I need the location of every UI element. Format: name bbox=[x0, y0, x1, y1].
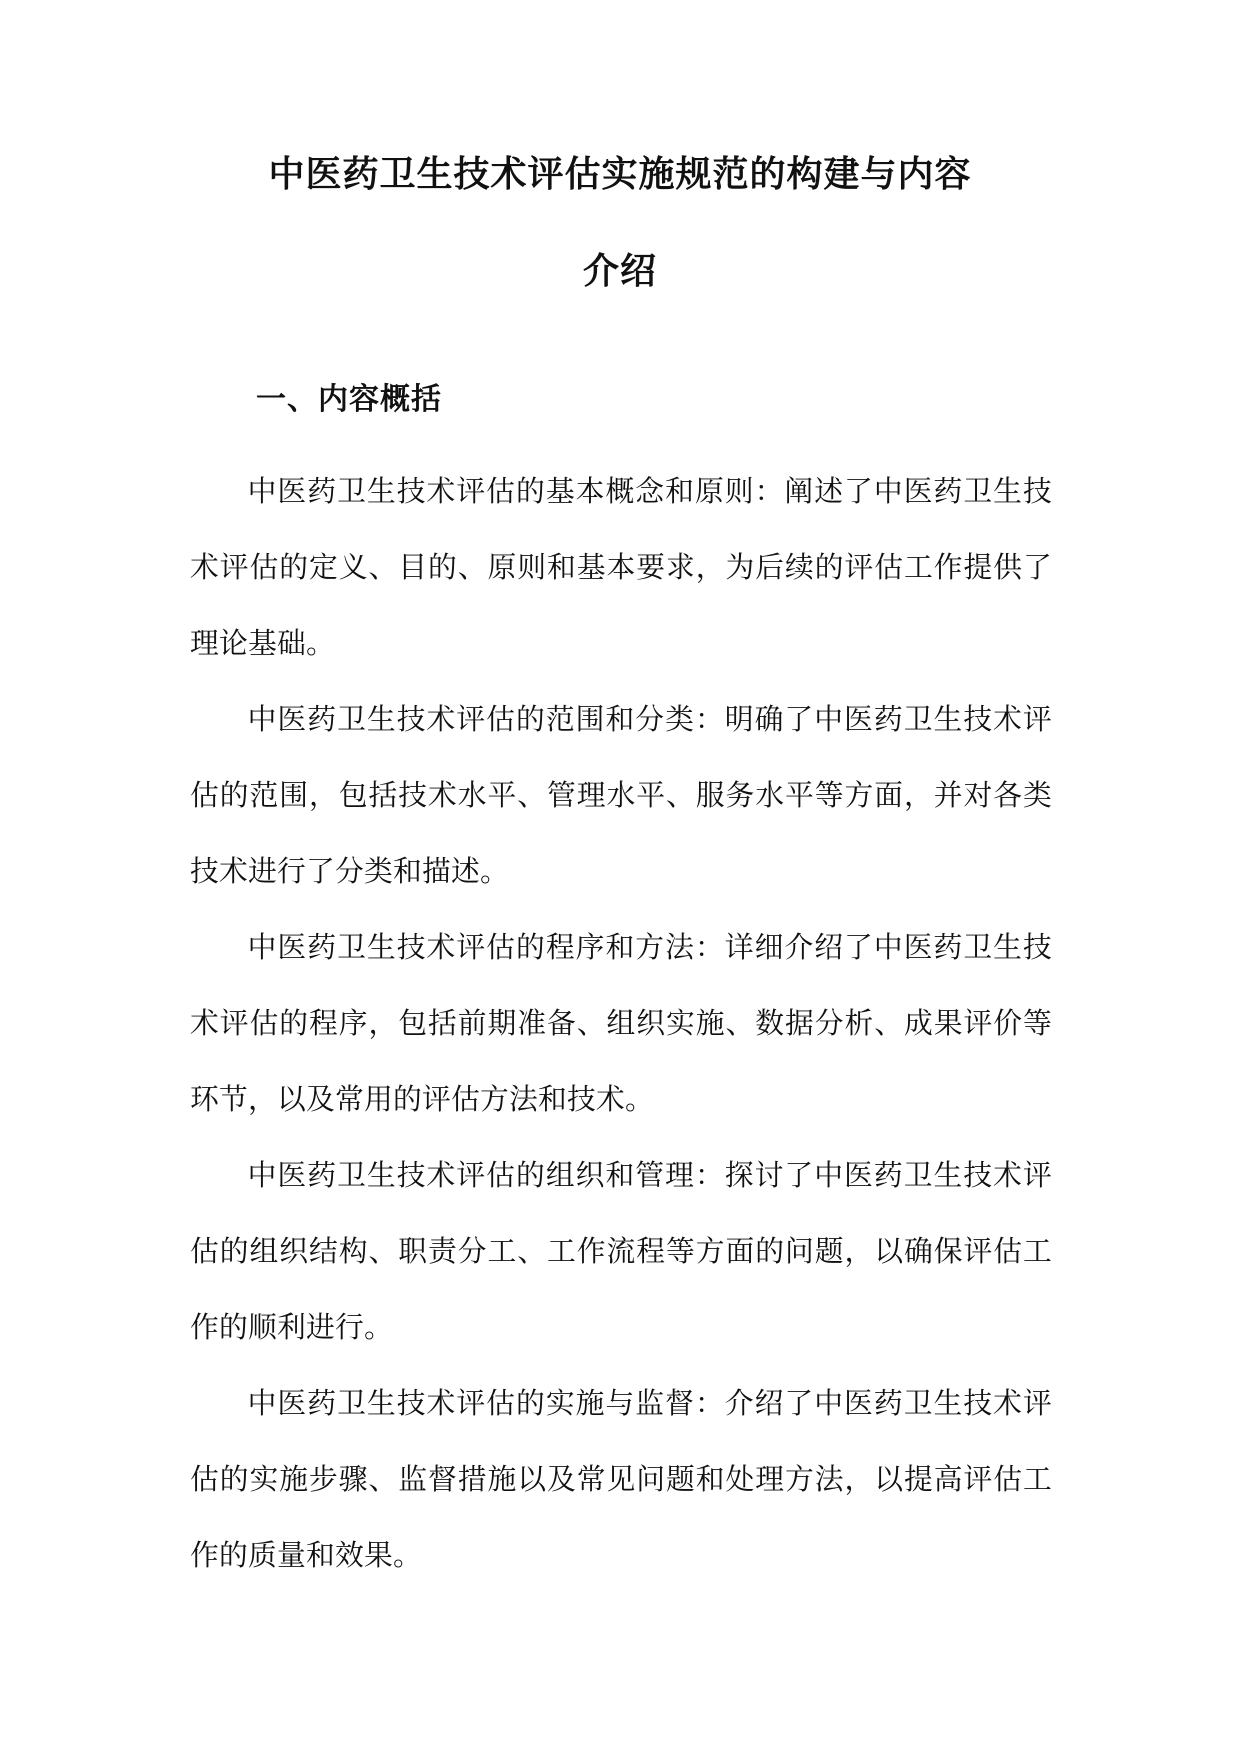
document-title-line-1: 中医药卫生技术评估实施规范的构建与内容 bbox=[268, 154, 972, 195]
paragraph-scope: 中医药卫生技术评估的范围和分类：明确了中医药卫生技术评估的范围，包括技术水平、管理水平、服务水平等方面，并对各类技术进行了分类和描述。 bbox=[190, 702, 1052, 888]
document-title-line-2: 介绍 bbox=[582, 251, 657, 292]
paragraph-implementation: 中医药卫生技术评估的实施与监督：介绍了中医药卫生技术评估的实施步骤、监督措施以及常见问题和处理方法，以提高评估工作的质量和效果。 bbox=[190, 1386, 1052, 1572]
section-heading: 一、内容概括 bbox=[256, 382, 442, 417]
paragraph-organization: 中医药卫生技术评估的组织和管理：探讨了中医药卫生技术评估的组织结构、职责分工、工作流程等方面的问题，以确保评估工作的顺利进行。 bbox=[190, 1158, 1052, 1344]
paragraph-concepts: 中医药卫生技术评估的基本概念和原则：阐述了中医药卫生技术评估的定义、目的、原则和基本要求，为后续的评估工作提供了理论基础。 bbox=[190, 474, 1052, 660]
paragraph-procedure: 中医药卫生技术评估的程序和方法：详细介绍了中医药卫生技术评估的程序，包括前期准备、组织实施、数据分析、成果评价等环节，以及常用的评估方法和技术。 bbox=[190, 930, 1052, 1116]
document-body bbox=[190, 453, 1052, 1593]
